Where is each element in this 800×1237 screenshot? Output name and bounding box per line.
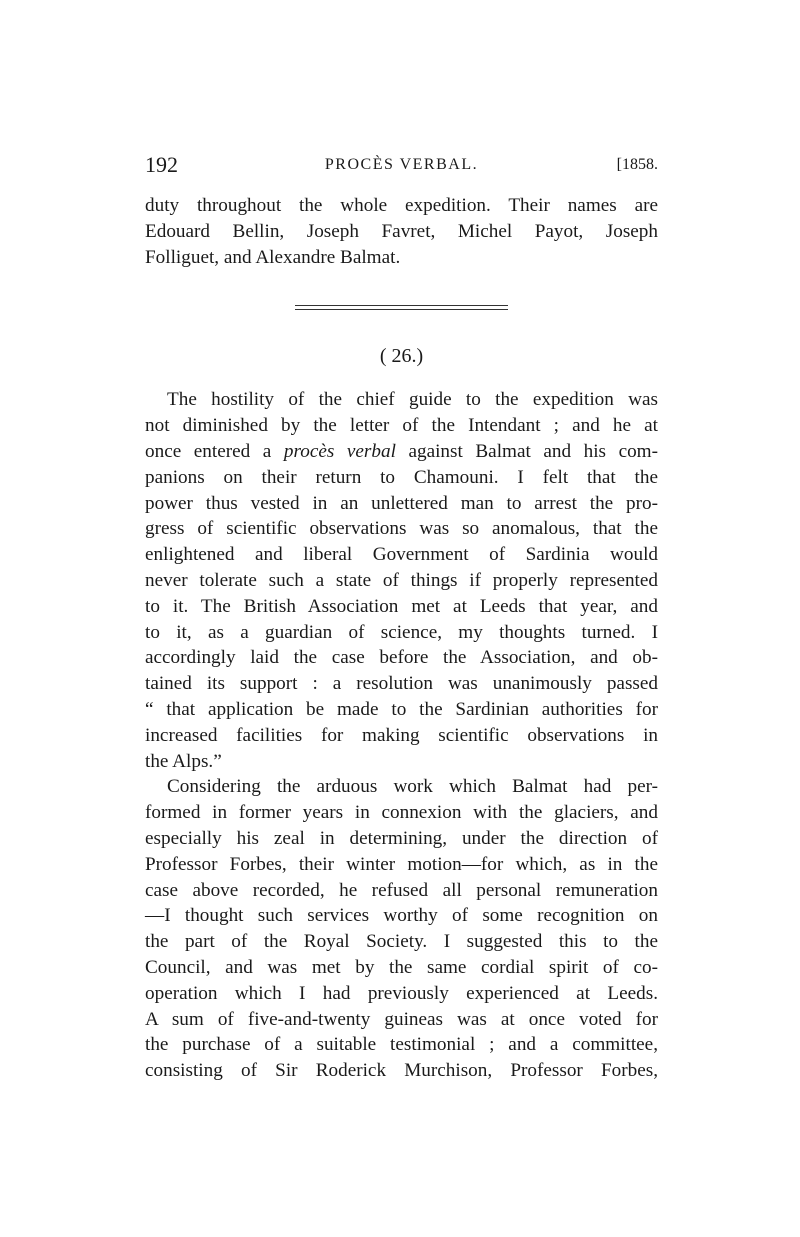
header-year: [1858. xyxy=(616,156,658,173)
text-line: Folliguet, and Alexandre Balmat. xyxy=(145,246,401,268)
section-divider xyxy=(295,305,508,310)
section-number: ( 26.) xyxy=(379,345,424,368)
text-line: increased facilities for making scientific observations in xyxy=(145,724,658,746)
page-header xyxy=(145,150,658,180)
text-line: power thus vested in an unlettered man to arrest the pro- xyxy=(145,492,658,514)
text-line: case above recorded, he refused all personal remuneration xyxy=(145,879,658,901)
running-title: PROCÈS VERBAL. xyxy=(324,156,479,173)
page-number: 192 xyxy=(145,152,178,177)
text-segment: once entered a xyxy=(145,440,284,462)
text-line: “ that application be made to the Sardinian authorities for xyxy=(145,698,658,720)
text-line: Considering the arduous work which Balmat had per- xyxy=(167,776,658,798)
text-line: A sum of five-and-twenty guineas was at once voted for xyxy=(145,1008,658,1030)
text-line: tained its support : a resolution was unanimously passed xyxy=(145,673,658,695)
continuation-paragraph xyxy=(145,193,658,270)
paragraph-1 xyxy=(145,387,658,774)
italic-phrase: procès verbal xyxy=(283,440,396,462)
text-line: the Alps.” xyxy=(145,750,222,772)
text-line: the part of the Royal Society. I suggested this to the xyxy=(145,931,658,953)
text-line: Professor Forbes, their winter motion—for which, as in the xyxy=(145,853,658,875)
text-line: enlightened and liberal Government of Sardinia would xyxy=(145,544,658,566)
text-line: Edouard Bellin, Joseph Favret, Michel Payot, Joseph xyxy=(145,220,658,242)
text-line: never tolerate such a state of things if properly represented xyxy=(145,569,658,591)
text-line: Council, and was met by the same cordial spirit of co- xyxy=(145,956,658,978)
paragraph-2 xyxy=(145,774,658,1084)
section-body xyxy=(145,387,658,1084)
text-line: accordingly laid the case before the Association, and ob- xyxy=(145,647,658,669)
text-line: to it. The British Association met at Leeds that year, and xyxy=(145,595,658,617)
text-line: —I thought such services worthy of some recognition on xyxy=(145,905,658,927)
text-line: panions on their return to Chamouni. I felt that the xyxy=(145,466,658,488)
text-line: to it, as a guardian of science, my thoughts turned. I xyxy=(145,621,658,643)
book-page xyxy=(145,150,658,1084)
divider-line-top xyxy=(295,305,508,306)
text-line-with-italic xyxy=(145,439,658,465)
text-line: operation which I had previously experienced at Leeds. xyxy=(145,982,658,1004)
text-line: gress of scientific observations was so anomalous, that the xyxy=(145,518,658,540)
text-line: especially his zeal in determining, under the direction of xyxy=(145,827,658,849)
text-line: formed in former years in connexion with the glaciers, and xyxy=(145,802,658,824)
text-line: duty throughout the whole expedition. Their names are xyxy=(145,195,658,216)
text-line: the purchase of a suitable testimonial ; and a committee, xyxy=(145,1034,658,1056)
divider-line-bottom xyxy=(295,309,508,310)
text-line: The hostility of the chief guide to the expedition was xyxy=(167,389,658,411)
text-line: not diminished by the letter of the Intendant ; and he at xyxy=(145,415,658,437)
text-segment: against Balmat and his com- xyxy=(395,440,658,462)
text-line: consisting of Sir Roderick Murchison, Professor Forbes, xyxy=(145,1060,658,1082)
